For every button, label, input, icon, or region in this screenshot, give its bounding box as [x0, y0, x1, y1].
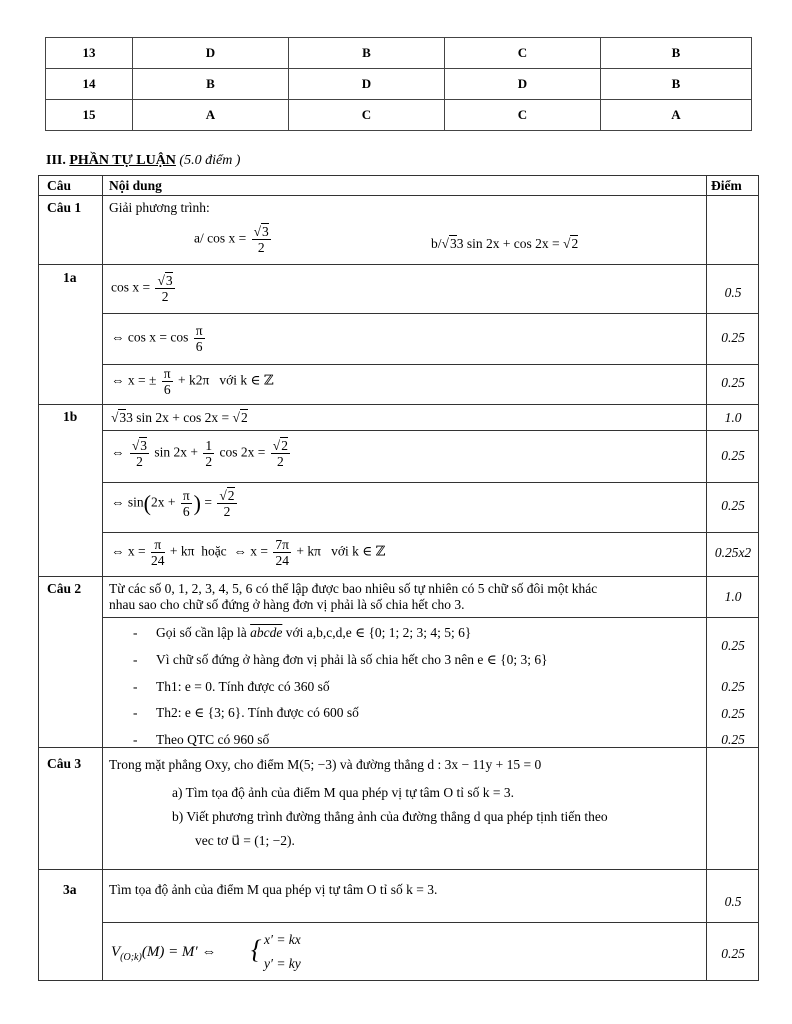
- section-prefix: III.: [46, 153, 70, 168]
- system-eq-2: y′ = ky: [264, 956, 301, 971]
- row-divider: [102, 482, 758, 483]
- answer-cell: C: [445, 100, 601, 131]
- cau2-question-line2: nhau sao cho chữ số đứng ở hàng đơn vị phải là số chia hết cho 3.: [109, 597, 465, 612]
- question-number: 14: [46, 69, 133, 100]
- score: 0.25: [721, 732, 745, 747]
- answer-cell: C: [445, 38, 601, 69]
- header-noidung: Nội dung: [109, 178, 162, 193]
- answer-cell: A: [601, 100, 752, 131]
- row-divider: [39, 576, 758, 577]
- score: 0.25: [721, 946, 745, 961]
- cau3-label: Câu 3: [47, 756, 82, 771]
- row-divider: [39, 404, 758, 405]
- step-1b-4: ⇔ x = $\frac{\pi}{24}$ + kπ hoặc ⇔ x = $\frac{7\pi}{24}$ + kπ với k ∈ ℤ: [111, 537, 386, 568]
- score: 0.5: [724, 285, 742, 300]
- step-1b-1: √33 sin 2x + cos 2x = √2: [111, 410, 248, 425]
- cau3-part-a: a) Tìm tọa độ ảnh của điểm M qua phép vị tự tâm O tỉ số k = 3.: [172, 785, 514, 800]
- answer-cell: B: [601, 38, 752, 69]
- step-1b-3: ⇔ sin(2x + $\frac{\pi}{6}$ ) = $\frac{√2}{2}$: [111, 488, 235, 519]
- cau1-part-b: b/√33 sin 2x + cos 2x = √2: [431, 236, 579, 251]
- bullet-item: Gọi số cần lập là abcde với a,b,c,d,e ∈ {0; 1; 2; 3; 4; 5; 6}: [156, 625, 472, 640]
- header-cau: Câu: [47, 178, 72, 193]
- bullet-dash: -: [133, 705, 138, 720]
- row-divider: [102, 313, 758, 314]
- answer-cell: D: [445, 69, 601, 100]
- bullet-dash: -: [133, 625, 138, 640]
- score: 1.0: [724, 589, 742, 604]
- answer-table: [45, 37, 752, 131]
- row-divider: [102, 430, 758, 431]
- score: 0.25: [721, 638, 745, 653]
- score: 0.25: [721, 706, 745, 721]
- row-divider: [39, 869, 758, 870]
- fraction: $\frac{√3}{2}$: [253, 224, 269, 255]
- header-diem: Điểm: [711, 178, 742, 193]
- score: 0.25x2: [714, 545, 752, 560]
- step-1a-3: ⇔ x = ± $\frac{\pi}{6}$ + k2π với k ∈ ℤ: [111, 366, 274, 397]
- step-1b-2: ⇔ $\frac{√3}{2}$ sin 2x + $\frac{1}{2}$ cos 2x = $\frac{√2}{2}$: [111, 438, 288, 469]
- question-number: 15: [46, 100, 133, 131]
- answer-cell: D: [289, 69, 445, 100]
- score: 1.0: [724, 410, 742, 425]
- row-divider: [102, 922, 758, 923]
- system-eq-1: x′ = kx: [264, 932, 301, 947]
- row-divider: [102, 617, 758, 618]
- bullet-dash: -: [133, 679, 138, 694]
- row-divider: [102, 364, 758, 365]
- answer-cell: A: [133, 100, 289, 131]
- step-1a-2: ⇔ cos x = cos $\frac{\pi}{6}$: [111, 323, 203, 354]
- cau1-label: Câu 1: [47, 200, 82, 215]
- step-3a-2: $V_{(O;k)}(M) = M'$ ⇔: [111, 944, 217, 963]
- bullet-item: Th2: e ∈ {3; 6}. Tính được có 600 số: [156, 705, 359, 720]
- column-divider: [102, 176, 103, 980]
- row-divider: [102, 532, 758, 533]
- table-row: [46, 69, 752, 100]
- answer-cell: C: [289, 100, 445, 131]
- score: 0.25: [721, 498, 745, 513]
- section-heading: [46, 153, 240, 169]
- part-1a-label: 1a: [63, 270, 77, 285]
- cau1-part-a: a/ cos x = $\frac{√3}{2}$: [194, 224, 269, 255]
- bullet-item: Vì chữ số đứng ở hàng đơn vị phải là số chia hết cho 3 nên e ∈ {0; 3; 6}: [156, 652, 548, 667]
- row-divider: [39, 195, 758, 196]
- system-brace: {: [251, 935, 262, 964]
- bullet-dash: -: [133, 732, 138, 747]
- score: 0.25: [721, 448, 745, 463]
- cau2-label: Câu 2: [47, 581, 82, 596]
- row-divider: [39, 747, 758, 748]
- section-title: PHẦN TỰ LUẬN: [69, 153, 176, 168]
- part-1b-label: 1b: [63, 409, 78, 424]
- row-divider: [39, 264, 758, 265]
- bullet-dash: -: [133, 652, 138, 667]
- table-row: [46, 100, 752, 131]
- bullet-item: Theo QTC có 960 số: [156, 732, 270, 747]
- cau2-question-line1: Từ các số 0, 1, 2, 3, 4, 5, 6 có thể lập được bao nhiêu số tự nhiên có 5 chữ số đôi một khác: [109, 581, 598, 596]
- score: 0.5: [724, 894, 742, 909]
- cau1-intro: Giải phương trình:: [109, 200, 210, 215]
- score: 0.25: [721, 375, 745, 390]
- answer-cell: B: [289, 38, 445, 69]
- answer-cell: D: [133, 38, 289, 69]
- cau3-part-b-line1: b) Viết phương trình đường thẳng ảnh của đường thẳng d qua phép tịnh tiến theo: [172, 809, 608, 824]
- section-points: (5.0 điểm ): [175, 153, 241, 168]
- answer-cell: B: [601, 69, 752, 100]
- cau3-statement: Trong mặt phẳng Oxy, cho điểm M(5; −3) và đường thẳng d : 3x − 11y + 15 = 0: [109, 757, 542, 772]
- score: 0.25: [721, 679, 745, 694]
- essay-table: [38, 175, 759, 981]
- step-3a-1: Tìm tọa độ ảnh của điểm M qua phép vị tự tâm O tỉ số k = 3.: [109, 882, 438, 897]
- step-1a-1: cos x = $\frac{√3}{2}$: [111, 273, 173, 304]
- bullet-item: Th1: e = 0. Tính được có 360 số: [156, 679, 330, 694]
- question-number: 13: [46, 38, 133, 69]
- answer-cell: B: [133, 69, 289, 100]
- score: 0.25: [721, 330, 745, 345]
- part-3a-label: 3a: [63, 882, 77, 897]
- table-row: [46, 38, 752, 69]
- cau3-part-b-line2: vec tơ u⃗ = (1; −2).: [195, 833, 295, 848]
